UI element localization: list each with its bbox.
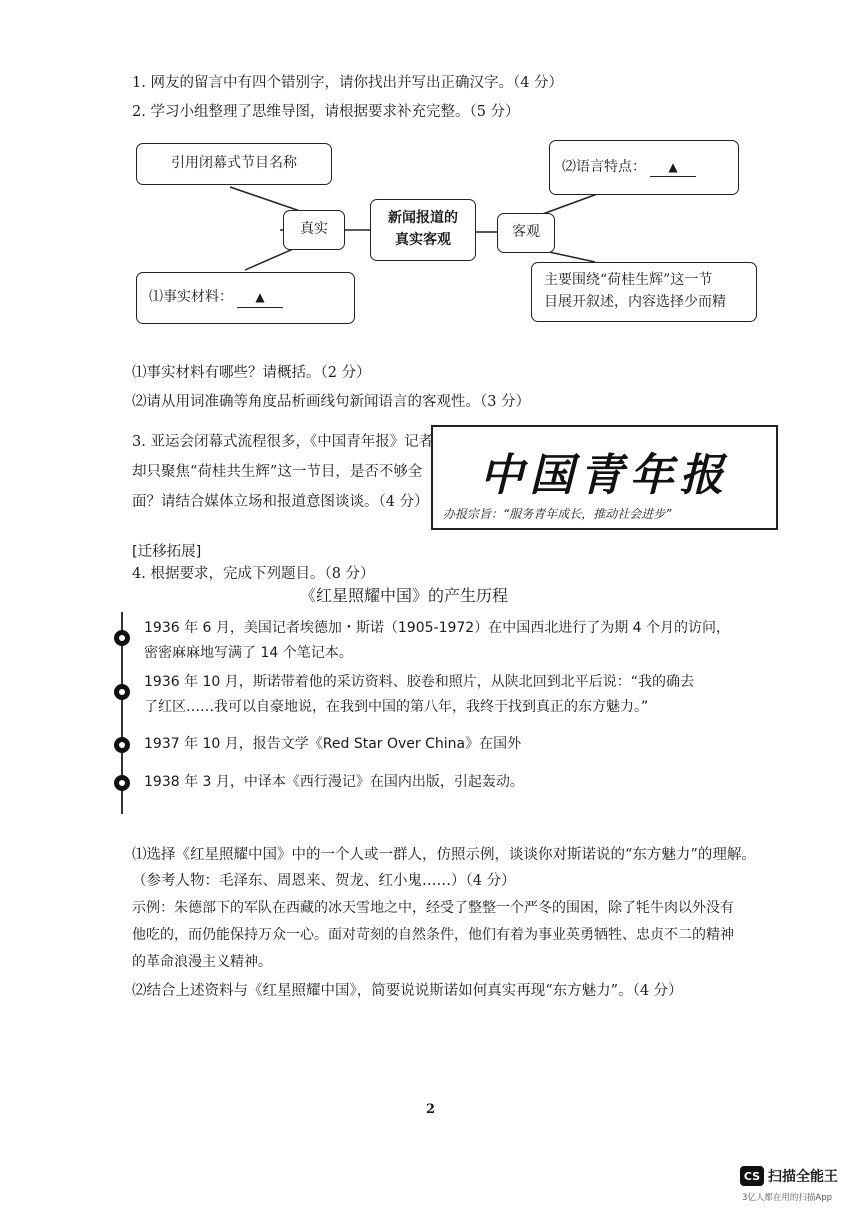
question-2-2: ⑵请从用词准确等角度品析画线句新闻语言的客观性。（3 分） [132, 394, 531, 410]
timeline-item-3-line1: 1937 年 10 月，报告文学《Red Star Over China》在国外 [144, 736, 522, 752]
timeline-item-1-line1: 1936 年 6 月，美国记者埃德加・斯诺（1905-1972）在中国西北进行了为期 4 个月的访问， [144, 620, 731, 636]
timeline-item-1 [144, 616, 730, 666]
timeline-item-2-line1: 1936 年 10 月，斯诺带着他的采访资料、胶卷和照片，从陕北回到北平后说：“我的确去 [144, 674, 695, 690]
center-node-line1: 新闻报道的 [388, 210, 458, 227]
mindmap-bottom-right-box [531, 262, 757, 322]
question-3-line3: 面？请结合媒体立场和报道意图谈谈。（4 分） [132, 494, 429, 510]
section-heading: [迁移拓展] [132, 544, 202, 560]
timeline-title: 《红星照耀中国》的产生历程 [300, 586, 509, 605]
mindmap-center-node [370, 199, 476, 261]
center-node-line2: 真实客观 [395, 232, 451, 248]
timeline-item-2-line2: 了红区……我可以自豪地说，在我到中国的第八年，我终于找到真正的东方魅力。” [144, 699, 649, 715]
timeline-dot [114, 775, 130, 791]
example-line2: 他吃的，而仍能保持万众一心。面对苛刻的自然条件，他们有着为事业英勇牺牲、忠贞不二的精神 [132, 927, 734, 943]
fact-material-label: ⑴事实材料： [149, 289, 233, 306]
mindmap-node-true [283, 210, 345, 250]
camscanner-tagline: 3亿人都在用的扫描App [742, 1193, 833, 1203]
question-4: 4. 根据要求，完成下列题目。（8 分） [132, 566, 375, 582]
timeline-dot [114, 684, 130, 700]
answer-blank-facts[interactable]: ▲ [237, 288, 283, 308]
newspaper-name: 中国青年报 [479, 450, 730, 501]
timeline-dot [114, 737, 130, 753]
mindmap-bottom-left-box [136, 272, 355, 324]
bottom-right-line2: 目展开叙述，内容选择少而精 [544, 294, 726, 310]
timeline-dot [114, 630, 130, 646]
mindmap-top-left-box [136, 143, 332, 185]
camscanner-logo-icon: CS [740, 1166, 764, 1186]
mindmap-node-objective [497, 213, 555, 253]
timeline-item-2 [144, 670, 694, 720]
timeline-item-4-line1: 1938 年 3 月，中译本《西行漫记》在国内出版，引起轰动。 [144, 774, 524, 790]
page-number: 2 [426, 1102, 436, 1117]
question-3-line2: 却只聚焦“荷桂共生辉”这一节目，是否不够全 [132, 464, 423, 480]
question-3-line1: 3. 亚运会闭幕式流程很多，《中国青年报》记者 [132, 434, 434, 450]
timeline-item-4 [144, 770, 524, 795]
mindmap-top-left-text: 引用闭幕式节目名称 [171, 155, 297, 172]
bottom-right-line1: 主要围绕“荷桂生辉”这一节 [544, 272, 713, 289]
question-4-2: ⑵结合上述资料与《红星照耀中国》，简要说说斯诺如何真实再现“东方魅力”。（4 分） [132, 983, 683, 999]
camscanner-name: 扫描全能王 [768, 1169, 838, 1185]
timeline-item-1-line2: 密密麻麻地写满了 14 个笔记本。 [144, 645, 353, 661]
question-1: 1. 网友的留言中有四个错别字，请你找出并写出正确汉字。（4 分） [132, 75, 564, 91]
mindmap-top-right-box [549, 140, 739, 195]
example-line3: 的革命浪漫主义精神。 [132, 954, 272, 970]
question-2-1: ⑴事实材料有哪些？请概括。（2 分） [132, 365, 371, 381]
question-4-1-line2: （参考人物：毛泽东、周恩来、贺龙、红小鬼……）（4 分） [132, 873, 516, 889]
language-feature-label: ⑵语言特点： [562, 158, 646, 175]
node-objective-text: 客观 [512, 224, 540, 241]
newspaper-motto: 办报宗旨：“服务青年成长，推动社会进步” [443, 507, 672, 521]
answer-blank-language[interactable]: ▲ [650, 158, 696, 178]
node-true-text: 真实 [300, 221, 328, 238]
question-2: 2. 学习小组整理了思维导图，请根据要求补充完整。（5 分） [132, 104, 520, 120]
timeline-item-3 [144, 732, 521, 757]
question-4-1-line1: ⑴选择《红星照耀中国》中的一个人或一群人，仿照示例，谈谈你对斯诺说的“东方魅力”的理解。 [132, 847, 756, 863]
newspaper-masthead [431, 425, 778, 530]
example-line1: 示例：朱德部下的军队在西藏的冰天雪地之中，经受了整整一个严冬的围困，除了牦牛肉以外没有 [132, 900, 734, 916]
